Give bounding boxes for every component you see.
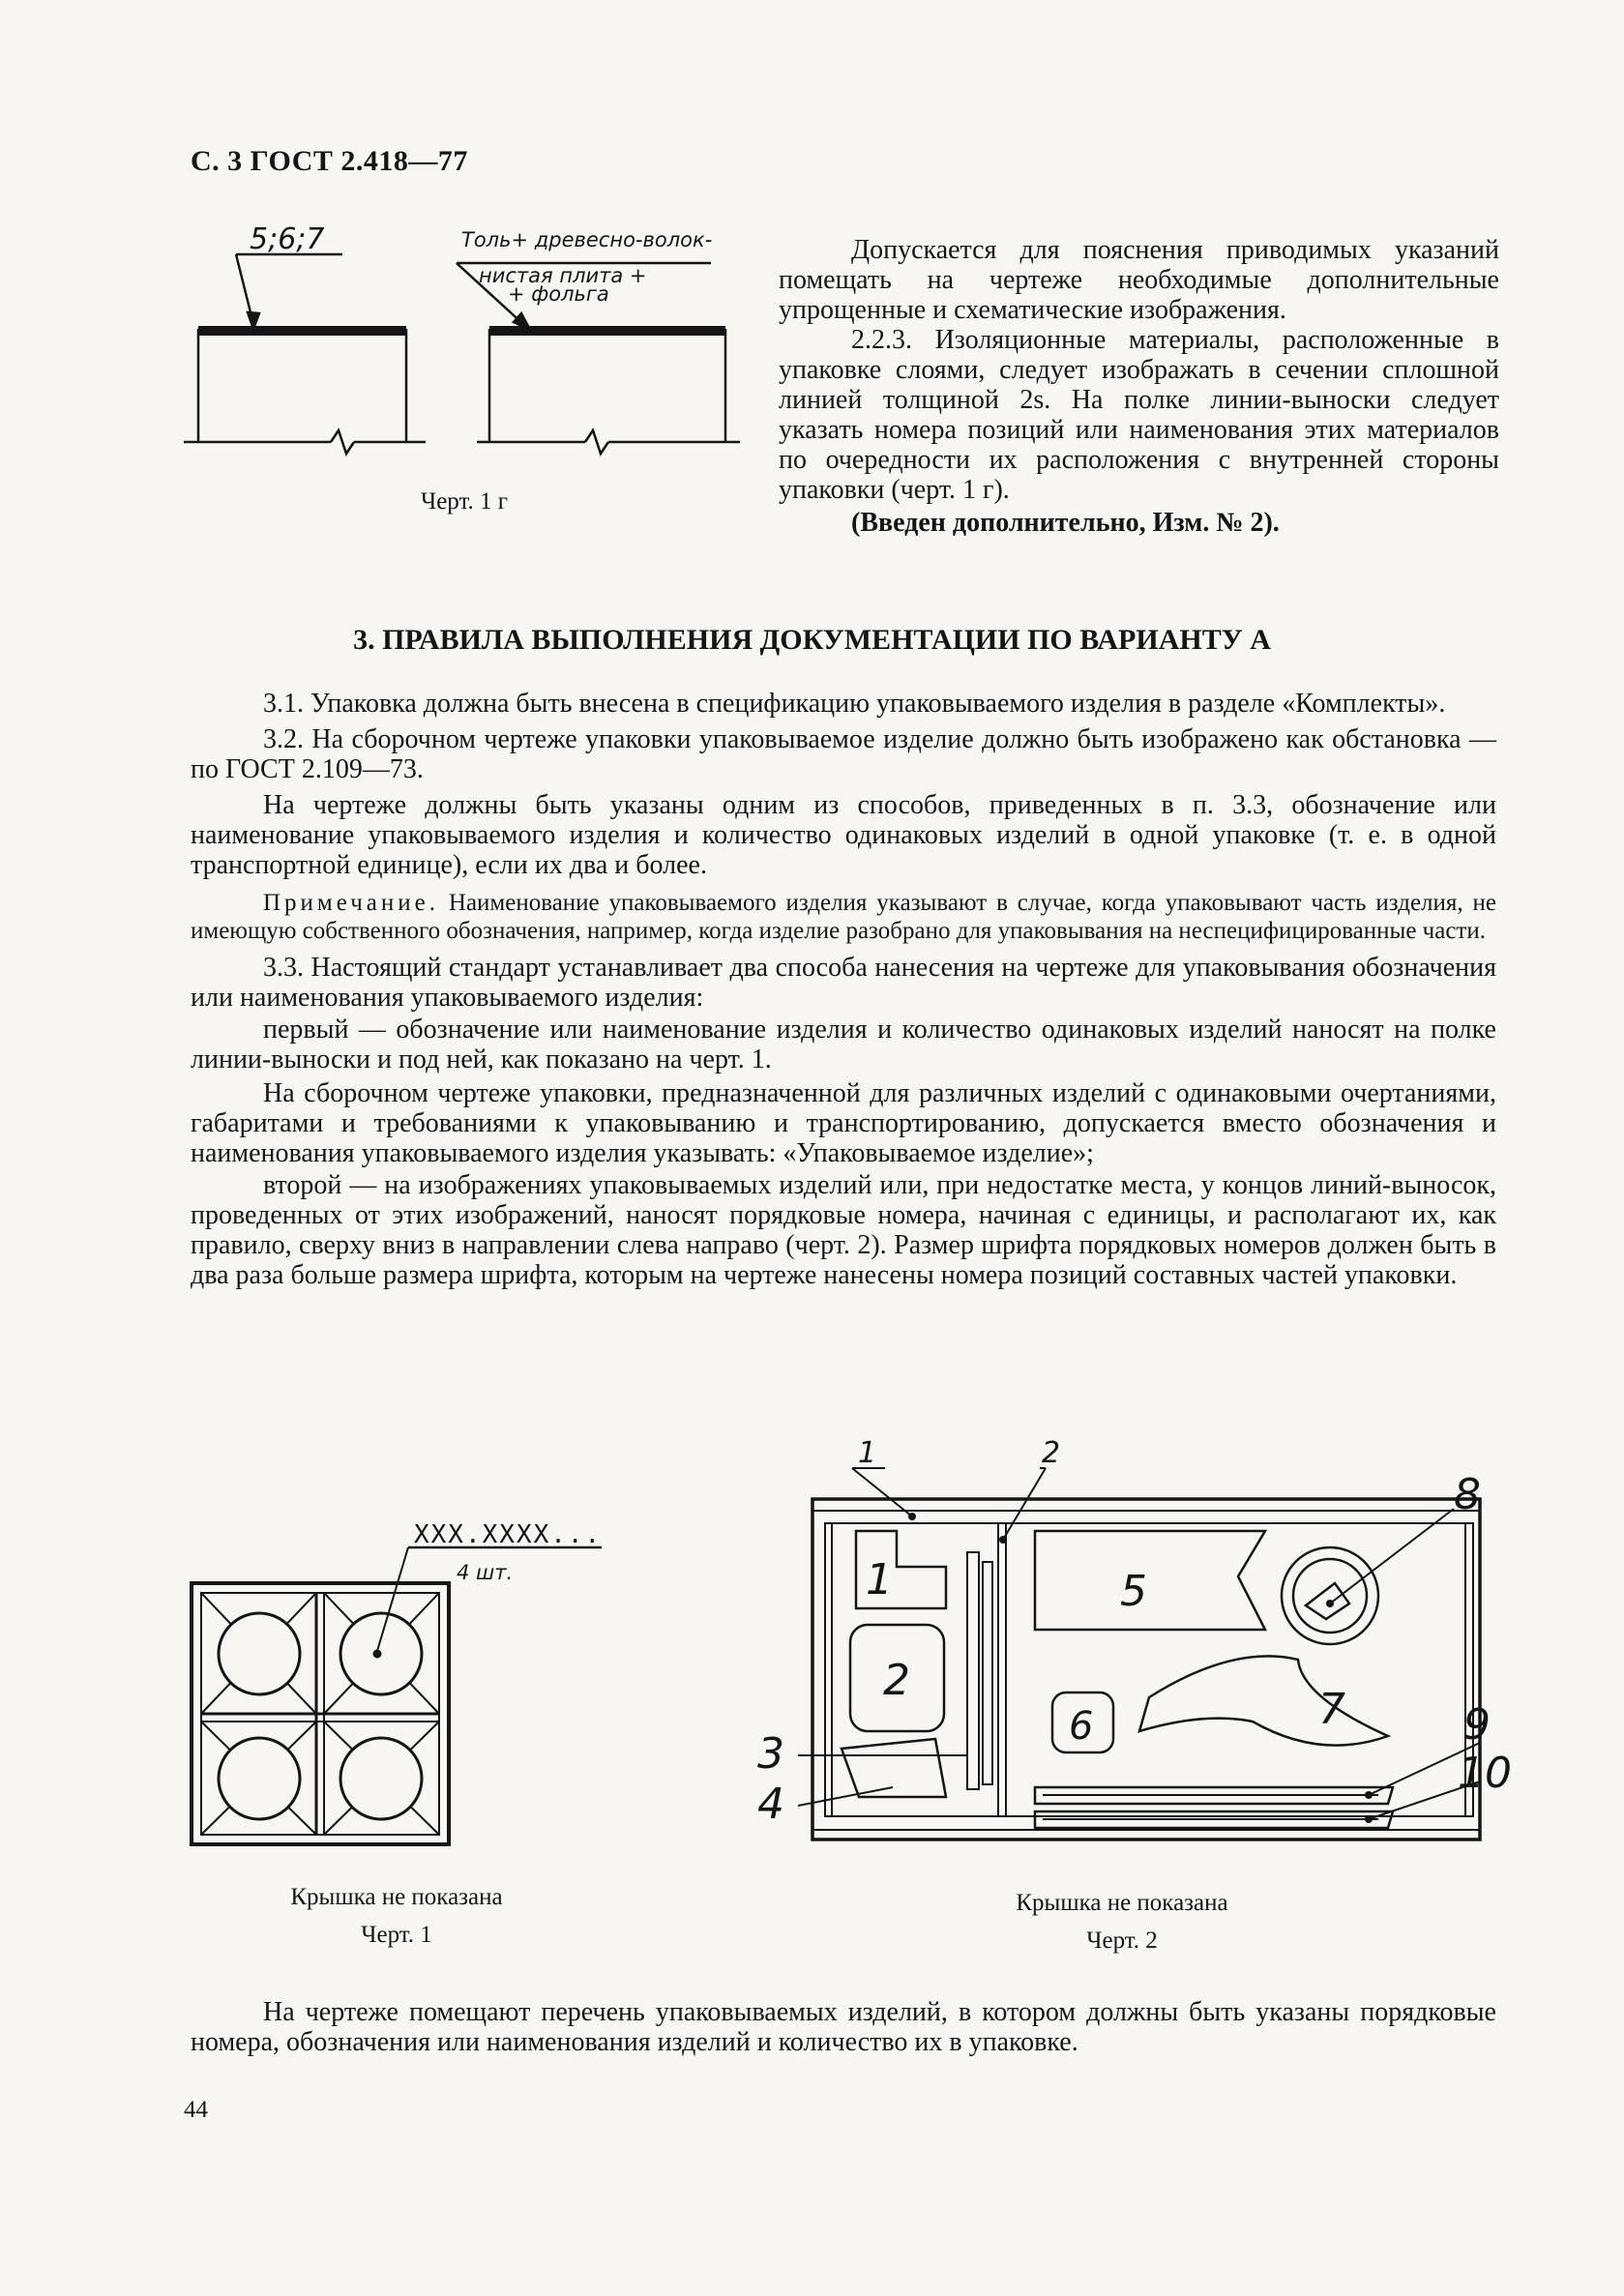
fig1-caption-1: Крышка не показана bbox=[290, 1884, 503, 1910]
fig1-label-top: XXX.XXXX... bbox=[414, 1520, 603, 1549]
fig2-number-2-leader: 2 bbox=[1042, 1436, 1061, 1470]
paragraph-3-2: 3.2. На сборочном чертеже упаковки упаковываемое изделие должно быть изображено как обстановка — по ГОСТ 2.109—73. bbox=[191, 724, 1496, 784]
fig1g-label-right-3: + фольга bbox=[508, 282, 609, 306]
closing-paragraph: На чертеже помещают перечень упаковываемых изделий, в котором должны быть указаны порядковые номера, обозначения или наименования изделий и количество их в упаковке. bbox=[191, 1997, 1496, 2057]
note bbox=[191, 889, 1496, 945]
fig2-number-7: 7 bbox=[1318, 1685, 1345, 1734]
page-number: 44 bbox=[184, 2097, 208, 2123]
note-text: Наименование упаковываемого изделия указывают в случае, когда упаковывают часть изделия, не имеющую собственного обозначения, например, когда изделие разобрано для упаковывания на неспецифицированные части. bbox=[191, 890, 1496, 944]
fig2-number-1: 1 bbox=[866, 1555, 893, 1604]
amendment-note: (Введен дополнительно, Изм. № 2). bbox=[851, 508, 1280, 538]
right-column-p2: 2.2.3. Изоляционные материалы, расположенные в упаковке слоями, следует изображать в сечении сплошной линией толщиной 2s. На полке линии-выноски следует указать номера позиций или наименования этих материалов по очередности их расположения с внутренней стороны упаковки (черт. 1 г). bbox=[779, 325, 1499, 505]
fig1g-caption: Черт. 1 г bbox=[420, 488, 509, 515]
fig1g-label-right-1: Толь+ древесно-волок- bbox=[461, 228, 713, 251]
paragraph-3-3c: второй — на изображениях упаковываемых изделий или, при недостатке места, у концов линий-выносок, проведенных от этих изображений, наносят порядковые номера, начиная с единицы, и располагают их, как правило, сверху вниз в направлении слева направо (черт. 2). Размер шрифта порядковых номеров должен быть в два раза больше размера шрифта, которым на чертеже нанесены номера позиций составных частей упаковки. bbox=[191, 1170, 1496, 1290]
fig2-number-1-leader: 1 bbox=[858, 1436, 877, 1470]
main-text bbox=[191, 689, 1496, 1290]
paragraph-3-3a: первый — обозначение или наименование изделия и количество одинаковых изделий наносят на полке линии-выноски и под ней, как показано на черт. 1. bbox=[191, 1015, 1496, 1074]
figure-2 bbox=[750, 1431, 1523, 1876]
right-column-p1: Допускается для пояснения приводимых указаний помещать на чертеже необходимые дополнительные упрощенные и схематические изображения. bbox=[779, 235, 1499, 325]
insulation-layer-left bbox=[198, 326, 406, 336]
fig1g-label-right-2: нистая плита + bbox=[479, 264, 647, 287]
fig2-number-8: 8 bbox=[1454, 1470, 1481, 1519]
fig1g-label-left: 5;6;7 bbox=[250, 222, 325, 256]
fig2-number-10: 10 bbox=[1458, 1749, 1512, 1798]
fig1-label-bottom: 4 шт. bbox=[457, 1561, 514, 1584]
figure-1g bbox=[184, 218, 754, 469]
fig2-caption-1: Крышка не показана bbox=[1016, 1890, 1228, 1916]
fig2-caption-2: Черт. 2 bbox=[1086, 1928, 1158, 1954]
fig1-caption-2: Черт. 1 bbox=[361, 1922, 432, 1948]
insulation-layer-right bbox=[489, 326, 725, 336]
fig2-number-4: 4 bbox=[757, 1780, 784, 1829]
section-title: 3. ПРАВИЛА ВЫПОЛНЕНИЯ ДОКУМЕНТАЦИИ ПО ВАРИАНТУ А bbox=[353, 624, 1271, 656]
right-column bbox=[779, 235, 1499, 538]
paragraph-3-2b: На чертеже должны быть указаны одним из способов, приведенных в п. 3.3, обозначение или наименование упаковываемого изделия и количество одинаковых изделий в одной упаковке (т. е. в одной транспортной единице), если их два и более. bbox=[191, 790, 1496, 880]
fig2-number-3: 3 bbox=[757, 1729, 784, 1779]
page-header: С. 3 ГОСТ 2.418—77 bbox=[191, 145, 468, 177]
figure-1 bbox=[184, 1504, 629, 1862]
fig2-number-6: 6 bbox=[1069, 1704, 1094, 1749]
fig2-number-2: 2 bbox=[883, 1656, 910, 1705]
fig2-number-5: 5 bbox=[1120, 1567, 1147, 1616]
paragraph-3-3b: На сборочном чертеже упаковки, предназначенной для различных изделий с одинаковыми очертаниями, габаритами и требованиями к упаковыванию и транспортированию, допускается вместо обозначения и наименования упаковываемого изделия указывать: «Упаковываемое изделие»; bbox=[191, 1078, 1496, 1168]
paragraph-3-3: 3.3. Настоящий стандарт устанавливает два способа нанесения на чертеже для упаковывания обозначения или наименования упаковываемого изделия: bbox=[191, 953, 1496, 1013]
note-label: Примечание. bbox=[263, 890, 440, 916]
fig2-number-9: 9 bbox=[1463, 1700, 1491, 1750]
paragraph-3-1: 3.1. Упаковка должна быть внесена в спецификацию упаковываемого изделия в разделе «Комплекты». bbox=[263, 689, 1446, 719]
